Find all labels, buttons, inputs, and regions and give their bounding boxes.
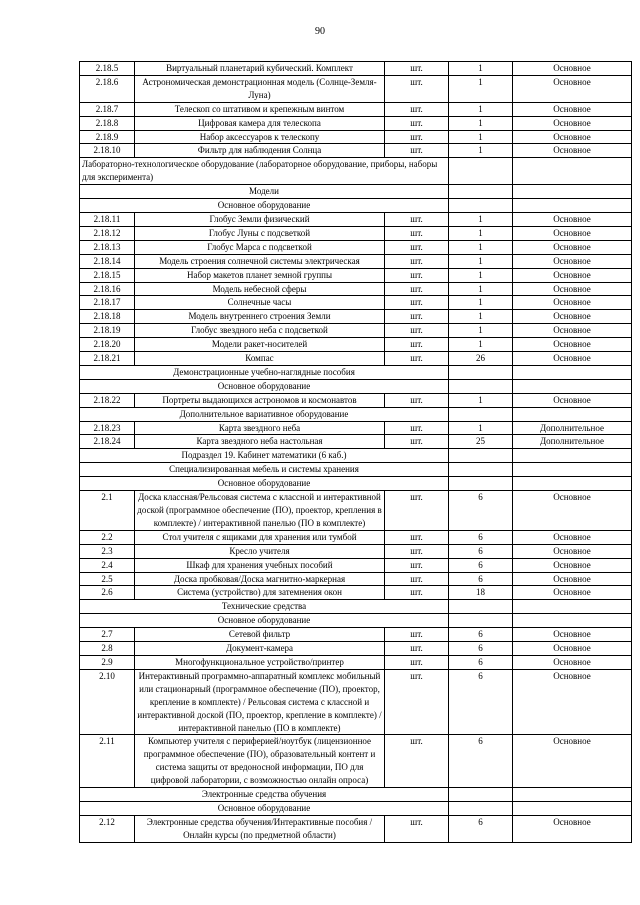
empty-cell [513,407,632,421]
section-row [80,614,632,628]
item-unit: шт. [385,254,449,268]
item-quantity: 1 [449,324,513,338]
row-number: 2.18.23 [80,421,135,435]
item-type: Основное [513,310,632,324]
item-quantity: 1 [449,421,513,435]
item-type: Основное [513,815,632,842]
empty-cell [449,801,513,815]
table-row [80,144,632,158]
table-row [80,338,632,352]
item-name: Модель небесной сферы [135,282,385,296]
empty-cell [449,463,513,477]
empty-cell [513,801,632,815]
item-unit: шт. [385,282,449,296]
item-quantity: 1 [449,102,513,116]
item-name: Система (устройство) для затемнения окон [135,586,385,600]
section-heading: Подраздел 19. Кабинет математики (6 каб.) [80,449,449,463]
section-heading: Демонстрационные учебно-наглядные пособия [80,365,449,379]
item-name: Портреты выдающихся астрономов и космонавтов [135,393,385,407]
row-number: 2.18.8 [80,116,135,130]
item-type: Основное [513,628,632,642]
table-row [80,544,632,558]
section-row [80,449,632,463]
item-quantity: 6 [449,815,513,842]
item-unit: шт. [385,62,449,76]
section-heading: Модели [80,185,449,199]
item-unit: шт. [385,435,449,449]
table-row [80,655,632,669]
item-type: Основное [513,296,632,310]
item-quantity: 1 [449,75,513,102]
item-quantity: 1 [449,130,513,144]
empty-cell [449,407,513,421]
empty-cell [449,199,513,213]
item-quantity: 6 [449,491,513,531]
section-heading: Дополнительное вариативное оборудование [80,407,449,421]
row-number: 2.6 [80,586,135,600]
item-name: Набор макетов планет земной группы [135,268,385,282]
table-row [80,530,632,544]
item-type: Дополнительное [513,435,632,449]
item-quantity: 6 [449,530,513,544]
item-unit: шт. [385,558,449,572]
row-number: 2.18.5 [80,62,135,76]
item-unit: шт. [385,530,449,544]
row-number: 2.18.11 [80,212,135,226]
row-number: 2.18.22 [80,393,135,407]
section-row [80,600,632,614]
item-unit: шт. [385,628,449,642]
section-row [80,365,632,379]
row-number: 2.18.19 [80,324,135,338]
item-type: Основное [513,144,632,158]
item-unit: шт. [385,572,449,586]
section-heading: Лабораторно-технологическое оборудование (лабораторное оборудование, приборы, наборы для эксперимента) [80,158,449,185]
item-type: Основное [513,338,632,352]
item-quantity: 1 [449,338,513,352]
row-number: 2.9 [80,655,135,669]
table-row [80,669,632,735]
item-quantity: 1 [449,282,513,296]
item-unit: шт. [385,116,449,130]
item-quantity: 1 [449,240,513,254]
table-row [80,628,632,642]
item-name: Глобус Марса с подсветкой [135,240,385,254]
item-unit: шт. [385,130,449,144]
table-row [80,572,632,586]
row-number: 2.18.20 [80,338,135,352]
item-quantity: 1 [449,254,513,268]
item-name: Виртуальный планетарий кубический. Комплект [135,62,385,76]
row-number: 2.4 [80,558,135,572]
section-heading: Специализированная мебель и системы хранения [80,463,449,477]
table-row [80,815,632,842]
item-unit: шт. [385,815,449,842]
item-unit: шт. [385,735,449,788]
section-heading: Основное оборудование [80,801,449,815]
item-unit: шт. [385,268,449,282]
row-number: 2.3 [80,544,135,558]
item-quantity: 1 [449,144,513,158]
empty-cell [449,477,513,491]
item-quantity: 18 [449,586,513,600]
item-type: Основное [513,544,632,558]
item-quantity: 1 [449,268,513,282]
item-type: Основное [513,642,632,656]
item-quantity: 1 [449,296,513,310]
empty-cell [449,185,513,199]
section-row [80,158,632,185]
item-quantity: 1 [449,116,513,130]
table-row [80,296,632,310]
item-quantity: 1 [449,393,513,407]
item-type: Основное [513,268,632,282]
item-quantity: 6 [449,544,513,558]
equipment-table-body [80,62,632,843]
item-name: Модель строения солнечной системы электрическая [135,254,385,268]
table-row [80,116,632,130]
row-number: 2.18.18 [80,310,135,324]
table-row [80,352,632,366]
item-quantity: 1 [449,310,513,324]
row-number: 2.18.12 [80,226,135,240]
row-number: 2.11 [80,735,135,788]
item-type: Дополнительное [513,421,632,435]
item-quantity: 1 [449,226,513,240]
item-unit: шт. [385,393,449,407]
item-type: Основное [513,352,632,366]
section-heading: Основное оборудование [80,199,449,213]
empty-cell [449,379,513,393]
row-number: 2.18.7 [80,102,135,116]
item-unit: шт. [385,75,449,102]
row-number: 2.8 [80,642,135,656]
page-number: 90 [315,26,325,37]
row-number: 2.7 [80,628,135,642]
table-row [80,268,632,282]
item-unit: шт. [385,544,449,558]
section-row [80,185,632,199]
item-unit: шт. [385,669,449,735]
section-row [80,199,632,213]
table-row [80,435,632,449]
section-heading: Основное оборудование [80,614,449,628]
item-unit: шт. [385,338,449,352]
item-type: Основное [513,735,632,788]
table-row [80,62,632,76]
item-type: Основное [513,102,632,116]
empty-cell [513,365,632,379]
table-row [80,324,632,338]
item-quantity: 6 [449,655,513,669]
table-row [80,491,632,531]
item-quantity: 6 [449,669,513,735]
item-unit: шт. [385,642,449,656]
item-name: Солнечные часы [135,296,385,310]
item-unit: шт. [385,102,449,116]
empty-cell [449,449,513,463]
row-number: 2.18.10 [80,144,135,158]
item-type: Основное [513,130,632,144]
equipment-table [79,61,632,843]
section-row [80,801,632,815]
item-name: Компас [135,352,385,366]
section-heading: Технические средства [80,600,449,614]
row-number: 2.5 [80,572,135,586]
empty-cell [513,600,632,614]
table-row [80,254,632,268]
empty-cell [513,199,632,213]
empty-cell [449,614,513,628]
row-number: 2.1 [80,491,135,531]
table-row [80,212,632,226]
section-row [80,477,632,491]
empty-cell [513,379,632,393]
item-type: Основное [513,75,632,102]
table-row [80,102,632,116]
table-row [80,393,632,407]
row-number: 2.18.24 [80,435,135,449]
item-type: Основное [513,558,632,572]
item-quantity: 26 [449,352,513,366]
row-number: 2.18.15 [80,268,135,282]
table-row [80,642,632,656]
item-name: Кресло учителя [135,544,385,558]
item-type: Основное [513,324,632,338]
item-type: Основное [513,116,632,130]
item-type: Основное [513,669,632,735]
item-name: Компьютер учителя с периферией/ноутбук (лицензионное программное обеспечение (ПО), образовательный контент и система защиты от вредоносной информации, ПО для цифровой лаборатории, с возможностью онлайн опроса) [135,735,385,788]
item-unit: шт. [385,421,449,435]
empty-cell [449,788,513,802]
item-type: Основное [513,282,632,296]
item-name: Набор аксессуаров к телескопу [135,130,385,144]
item-quantity: 25 [449,435,513,449]
table-row [80,226,632,240]
item-name: Доска классная/Рельсовая система с классной и интерактивной доской (программное обеспечение (ПО), проектор, крепления в комплекте) / интерактивной панелью (ПО в комплекте) [135,491,385,531]
item-quantity: 6 [449,572,513,586]
item-name: Шкаф для хранения учебных пособий [135,558,385,572]
table-row [80,240,632,254]
item-type: Основное [513,212,632,226]
table-row [80,282,632,296]
item-unit: шт. [385,324,449,338]
item-name: Стол учителя с ящиками для хранения или тумбой [135,530,385,544]
item-unit: шт. [385,655,449,669]
table-row [80,130,632,144]
table-row [80,310,632,324]
section-heading: Основное оборудование [80,379,449,393]
item-quantity: 6 [449,558,513,572]
item-name: Многофункциональное устройство/принтер [135,655,385,669]
empty-cell [513,477,632,491]
empty-cell [449,600,513,614]
item-unit: шт. [385,586,449,600]
item-unit: шт. [385,491,449,531]
item-type: Основное [513,586,632,600]
section-row [80,379,632,393]
item-unit: шт. [385,226,449,240]
item-name: Глобус Луны с подсветкой [135,226,385,240]
row-number: 2.10 [80,669,135,735]
item-type: Основное [513,254,632,268]
item-unit: шт. [385,310,449,324]
item-name: Карта звездного неба настольная [135,435,385,449]
item-name: Цифровая камера для телескопа [135,116,385,130]
section-row [80,788,632,802]
item-quantity: 6 [449,628,513,642]
table-row [80,735,632,788]
item-quantity: 6 [449,642,513,656]
item-type: Основное [513,393,632,407]
section-heading: Электронные средства обучения [80,788,449,802]
empty-cell [513,185,632,199]
row-number: 2.18.21 [80,352,135,366]
row-number: 2.18.6 [80,75,135,102]
empty-cell [513,449,632,463]
row-number: 2.18.17 [80,296,135,310]
item-unit: шт. [385,352,449,366]
item-unit: шт. [385,296,449,310]
item-quantity: 1 [449,212,513,226]
item-type: Основное [513,240,632,254]
item-quantity: 6 [449,735,513,788]
empty-cell [513,463,632,477]
item-name: Сетевой фильтр [135,628,385,642]
item-name: Доска пробковая/Доска магнитно-маркерная [135,572,385,586]
empty-cell [449,365,513,379]
item-type: Основное [513,491,632,531]
row-number: 2.18.14 [80,254,135,268]
row-number: 2.2 [80,530,135,544]
empty-cell [449,158,513,185]
empty-cell [513,788,632,802]
row-number: 2.18.9 [80,130,135,144]
section-row [80,407,632,421]
row-number: 2.18.13 [80,240,135,254]
row-number: 2.18.16 [80,282,135,296]
item-name: Модель внутреннего строения Земли [135,310,385,324]
item-name: Фильтр для наблюдения Солнца [135,144,385,158]
item-name: Телескоп со штативом и крепежным винтом [135,102,385,116]
table-row [80,558,632,572]
item-name: Документ-камера [135,642,385,656]
item-name: Интерактивный программно-аппаратный комплекс мобильный или стационарный (программное обеспечение (ПО), проектор, крепление в комплекте) / Рельсовая система с классной и интерактивной доской (ПО, проектор, крепление в комплекте) / интерактивной панелью (ПО в комплекте) [135,669,385,735]
section-row [80,463,632,477]
item-name: Карта звездного неба [135,421,385,435]
item-quantity: 1 [449,62,513,76]
item-unit: шт. [385,144,449,158]
item-name: Глобус звездного неба с подсветкой [135,324,385,338]
item-unit: шт. [385,240,449,254]
item-unit: шт. [385,212,449,226]
item-type: Основное [513,655,632,669]
table-row [80,586,632,600]
item-name: Астрономическая демонстрационная модель (Солнце-Земля-Луна) [135,75,385,102]
item-type: Основное [513,572,632,586]
table-row [80,421,632,435]
item-type: Основное [513,62,632,76]
section-heading: Основное оборудование [80,477,449,491]
item-type: Основное [513,226,632,240]
item-name: Модели ракет-носителей [135,338,385,352]
item-name: Глобус Земли физический [135,212,385,226]
item-name: Электронные средства обучения/Интерактивные пособия / Онлайн курсы (по предметной области) [135,815,385,842]
item-type: Основное [513,530,632,544]
empty-cell [513,614,632,628]
table-row [80,75,632,102]
empty-cell [513,158,632,185]
row-number: 2.12 [80,815,135,842]
